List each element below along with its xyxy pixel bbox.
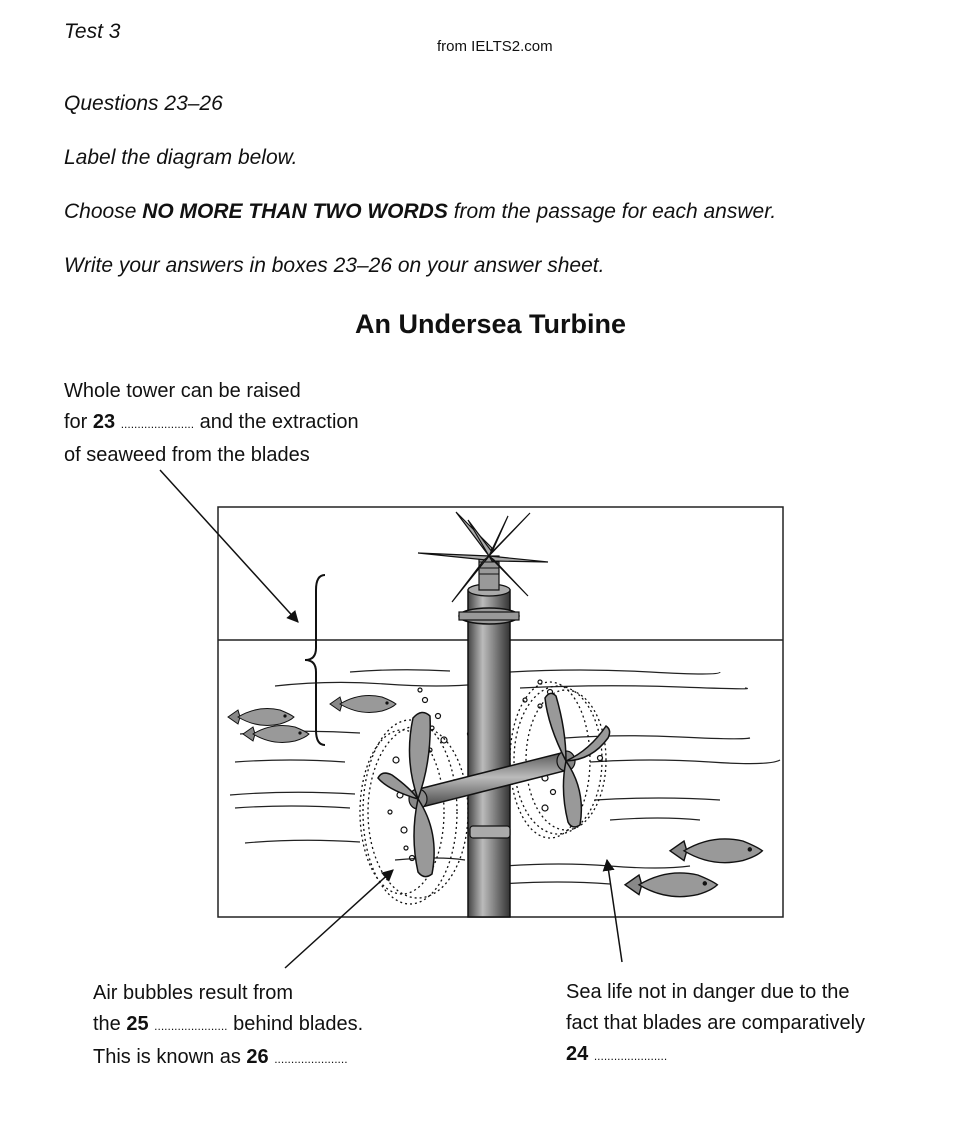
diagram-title: An Undersea Turbine <box>355 309 627 339</box>
label-bubbles-pre: the <box>93 1013 127 1035</box>
label-tower-post: and the extraction <box>194 411 359 433</box>
answer-blank-23[interactable]: ...................... <box>120 417 195 431</box>
instruction-answer-boxes: Write your answers in boxes 23–26 on your answer sheet. <box>64 254 605 277</box>
label-tower-pre: for <box>64 411 93 433</box>
source-credit: from IELTS2.com <box>437 38 553 55</box>
instruction-label: Label the diagram below. <box>64 146 298 169</box>
answer-number-24: 24 <box>566 1043 589 1065</box>
label-sealife-line1: Sea life not in danger due to the <box>566 981 850 1003</box>
instruction-word-limit-post: from the passage for each answer. <box>447 200 777 223</box>
answer-blank-25[interactable]: ...................... <box>154 1019 228 1033</box>
test-label: Test 3 <box>64 20 121 43</box>
label-tower-line3: of seaweed from the blades <box>64 444 310 466</box>
label-tower-line1: Whole tower can be raised <box>64 380 301 402</box>
label-bubbles-line3-pre: This is known as <box>93 1046 247 1068</box>
answer-number-25: 25 <box>126 1013 149 1035</box>
tower-clamp <box>470 826 510 838</box>
instruction-word-limit-bold: NO MORE THAN TWO WORDS <box>142 200 448 223</box>
answer-number-26: 26 <box>246 1046 269 1068</box>
answer-number-23: 23 <box>92 411 116 433</box>
label-sealife-line2: fact that blades are comparatively <box>566 1012 866 1034</box>
label-bubbles-line1: Air bubbles result from <box>93 982 294 1004</box>
instruction-word-limit-pre: Choose <box>64 200 143 223</box>
answer-blank-24[interactable]: ...................... <box>593 1049 668 1063</box>
answer-blank-26[interactable]: ...................... <box>274 1052 348 1066</box>
label-bubbles-post: behind blades. <box>227 1013 364 1035</box>
questions-heading: Questions 23–26 <box>64 92 223 115</box>
tower-pole <box>468 590 510 917</box>
